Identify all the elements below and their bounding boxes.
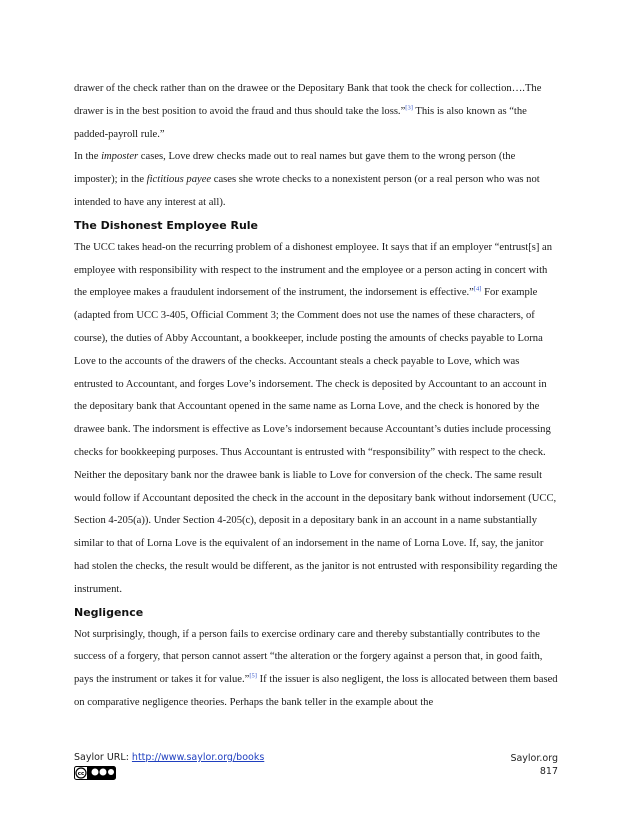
source-label: Saylor URL: [74,752,132,763]
page-body [74,78,558,715]
emphasis-imposter: imposter [101,151,139,163]
paragraph-imposter [74,146,558,214]
source-link[interactable]: http://www.saylor.org/books [131,752,265,763]
paragraph-padded-payroll [74,78,558,146]
paragraph-text: cases she wrote checks to a nonexistent person (or a real person who was not intended to have any interest at all). [74,174,540,208]
footnote-ref-5[interactable]: [5] [249,672,257,680]
footnote-ref-3[interactable]: [3] [405,104,413,112]
page-number: 817 [539,766,558,777]
heading-negligence: Negligence [74,605,144,619]
paragraph-negligence [74,624,558,715]
paragraph-text: drawer of the check rather than on the drawee or the Depositary Bank that took the check for collection….The drawer is in the best position to avoid the fraud and thus should take the loss.” [74,83,542,117]
paragraph-text: In the [74,151,102,163]
paragraph-text: cases, Love drew checks made out to real names but gave them to the wrong person (the imposter); in the [74,151,516,186]
paragraph-dishonest-employee [74,237,558,602]
paragraph-text: For example (adapted from UCC 3-405, Official Comment 3; the Comment does not use the names of these characters, of course), the duties of Abby Accountant, a bookkeeper, include posting the amounts of checks payable to Lorna Love to the accounts of the drawers of the checks. Accountant steals a check payable to Love, which was entrusted to Accountant, and forges Love’s indorsement. The check is deposited by Accountant to an account in the depositary bank that Accountant opened in the same name as Lorna Love, and the check is honored by the drawee bank. The indorsment is effective as Love’s indorsement because Accountant’s duties include processing checks for bookkeeping purposes. Thus Accountant is entrusted with “responsibility” with respect to the check. Neither the depositary bank nor the drawee bank is liable to Love for conversion of the check. The same result would follow if Accountant deposited the check in the account in the depositary bank without indorsement (UCC, Section 4-205(a)). Under Section 4-205(c), deposit in a depositary bank in an account in a name substantially similar to that of Lorna Love is the equivalent of an indorsement in the name of Lorna Love. If, say, the janitor had stolen the checks, the result would be different, as the janitor is not entrusted with responsibility regarding the instrument. [74,287,558,595]
emphasis-fictitious-payee: fictitious payee [146,174,212,186]
footer-right [510,752,558,778]
footer-source [74,752,264,763]
paragraph-text: This is also known as “the padded-payroll rule.” [74,105,527,140]
creative-commons-license-icon [74,766,116,780]
cc-text: cc [77,771,85,778]
paragraph-text: The UCC takes head-on the recurring problem of a dishonest employee. It says that if an employer “entrust[s] an employee with responsibility with respect to the instrument and the employee or a person acting in concert with the employee makes a fraudulent indorsement of the instrument, the indorsement is effective.” [74,241,553,299]
footnote-ref-4[interactable]: [4] [473,285,482,293]
paragraph-text: Not surprisingly, though, if a person fails to exercise ordinary care and thereby substantially contributes to the success of a forgery, that person cannot assert “the alteration or the forgery against a person that, in good faith, pays the instrument or takes it for value.” [74,628,543,686]
heading-dishonest-employee: The Dishonest Employee Rule [74,218,259,232]
footer-site: Saylor.org [510,753,558,764]
paragraph-text: If the issuer is also negligent, the loss is allocated between them based on comparative negligence theories. Perhaps the bank teller in the example about the [74,674,558,708]
